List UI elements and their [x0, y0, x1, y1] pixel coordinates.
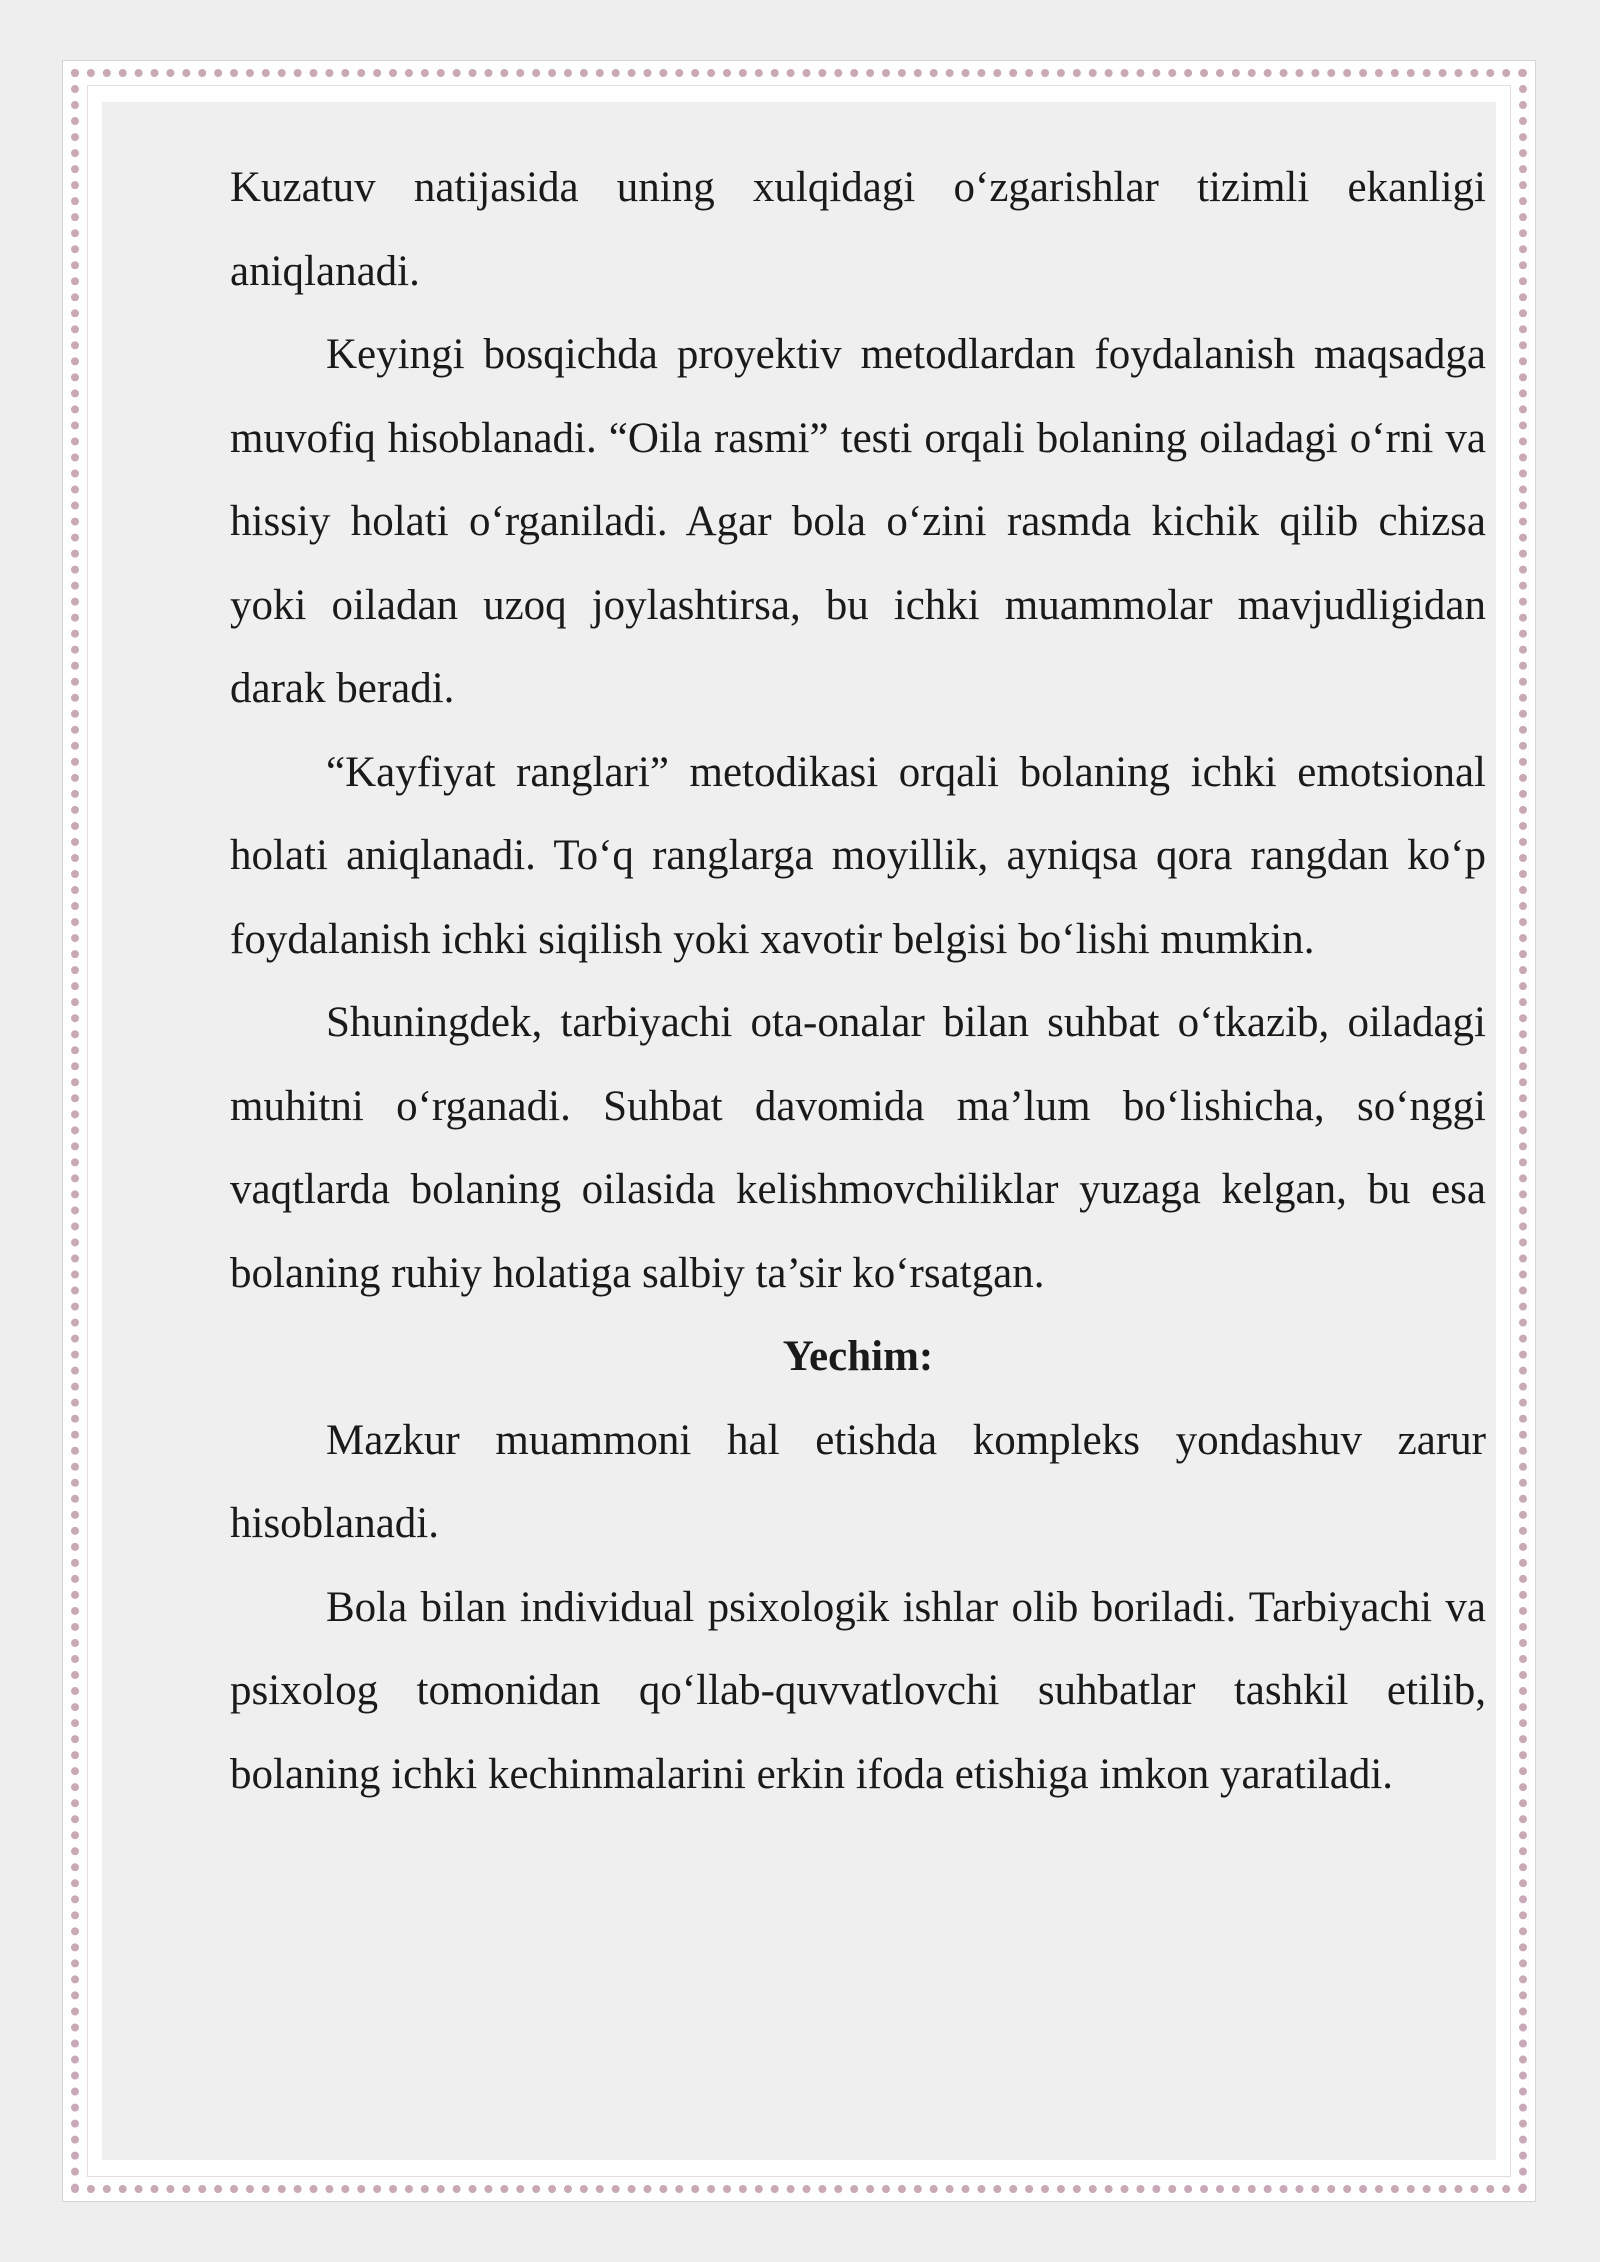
paragraph-2: Keyingi bosqichda proyektiv metodlardan foydalanish maqsadga muvofiq hisoblanadi. “Oila rasmi” testi orqali bolaning oiladagi o‘rni va hissiy holati o‘rganiladi. Agar bola o‘zini rasmda kichik qilib chizsa yoki oiladan uzoq joylashtirsa, bu ichki muammolar mavjudligidan darak beradi. — [230, 331, 1486, 712]
paragraph-6: Bola bilan individual psixologik ishlar olib boriladi. Tarbiyachi va psixolog tomonidan qo‘llab-quvvatlovchi suhbatlar tashkil etilib, bolaning ichki kechinmalarini erkin ifoda etishiga imkon yaratiladi. — [230, 1583, 1486, 1798]
paragraph-5: Mazkur muammoni hal etishda kompleks yondashuv zarur hisoblanadi. — [230, 1416, 1486, 1547]
paragraph-1: Kuzatuv natijasida uning xulqidagi o‘zgarishlar tizimli ekanligi aniqlanadi. — [230, 164, 1486, 295]
paragraph-3: “Kayfiyat ranglari” metodikasi orqali bolaning ichki emotsional holati aniqlanadi. To‘q ranglarga moyillik, ayniqsa qora rangdan ko‘p foydalanish ichki siqilish yoki xavotir belgisi bo‘lishi mumkin. — [230, 748, 1486, 963]
document-body — [230, 146, 1486, 1816]
paragraph-4: Shuningdek, tarbiyachi ota-onalar bilan suhbat o‘tkazib, oiladagi muhitni o‘rganadi. Suhbat davomida ma’lum bo‘lishicha, so‘nggi vaqtlarda bolaning oilasida kelishmovchiliklar yuzaga kelgan, bu esa bolaning ruhiy holatiga salbiy ta’sir ko‘rsatgan. — [230, 999, 1486, 1297]
document-page — [102, 102, 1496, 2160]
section-heading: Yechim: — [782, 1333, 934, 1380]
